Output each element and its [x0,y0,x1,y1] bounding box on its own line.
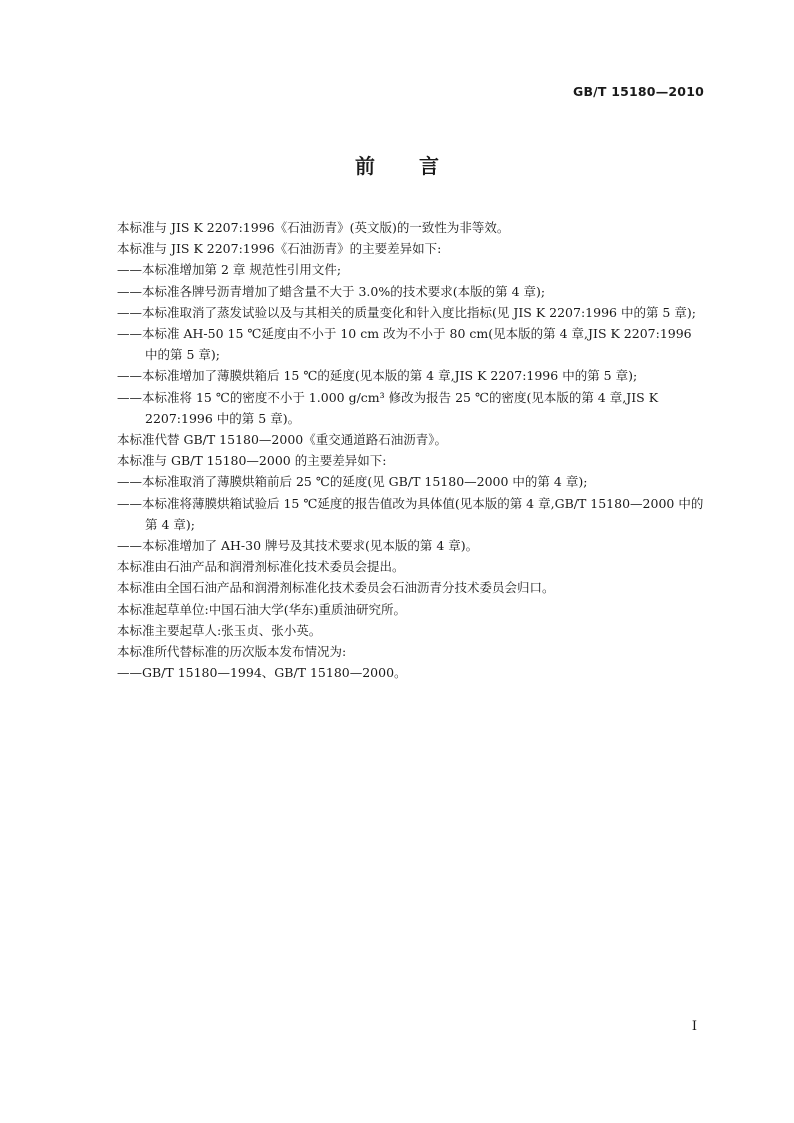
list-item: ——本标准将薄膜烘箱试验后 15 ℃延度的报告值改为具体值(见本版的第 4 章,GB/T 15180—2000 中的第 4 章); [117,495,704,532]
list-item: ——本标准增加第 2 章 规范性引用文件; [117,262,342,278]
paragraph: 本标准与 GB/T 15180—2000 的主要差异如下: [117,453,387,469]
list-item: ——本标准取消了蒸发试验以及与其相关的质量变化和针入度比指标(见 JIS K 2207:1996 中的第 5 章); [117,304,696,320]
list-item: ——本标准各牌号沥青增加了蜡含量不大于 3.0%的技术要求(本版的第 4 章); [117,283,546,299]
paragraph: 本标准与 JIS K 2207:1996《石油沥青》(英文版)的一致性为非等效。 [117,220,510,235]
paragraph: 本标准由全国石油产品和润滑剂标准化技术委员会石油沥青分技术委员会归口。 [117,580,555,596]
paragraph: 本标准主要起草人:张玉贞、张小英。 [117,622,322,638]
list-item: ——本标准增加了薄膜烘箱后 15 ℃的延度(见本版的第 4 章,JIS K 2207:1996 中的第 5 章); [117,368,638,384]
page-number: I [691,1019,697,1034]
list-item: ——本标准 AH-50 15 ℃延度由不小于 10 cm 改为不小于 80 cm(见本版的第 4 章,JIS K 2207:1996 中的第 5 章); [117,326,692,363]
list-item: ——本标准将 15 ℃的密度不小于 1.000 g/cm³ 修改为报告 25 ℃的密度(见本版的第 4 章,JIS K 2207:1996 中的第 5 章)。 [117,389,659,426]
list-item: ——本标准取消了薄膜烘箱前后 25 ℃的延度(见 GB/T 15180—2000 中的第 4 章); [117,474,588,490]
paragraph: 本标准代替 GB/T 15180—2000《重交通道路石油沥青》。 [117,432,447,448]
foreword-body [117,217,705,683]
list-item: ——本标准增加了 AH-30 牌号及其技术要求(见本版的第 4 章)。 [117,538,479,554]
standard-number: GB/T 15180—2010 [572,84,704,99]
paragraph: 本标准由石油产品和润滑剂标准化技术委员会提出。 [117,559,405,575]
paragraph: 本标准与 JIS K 2207:1996《石油沥青》的主要差异如下: [117,241,442,257]
title-char-1: 前 [355,154,375,178]
page-title [0,150,794,179]
list-item: ——GB/T 15180—1994、GB/T 15180—2000。 [117,665,407,681]
paragraph: 本标准所代替标准的历次版本发布情况为: [117,644,347,660]
title-char-2: 言 [419,154,439,178]
paragraph: 本标准起草单位:中国石油大学(华东)重质油研究所。 [117,601,406,617]
